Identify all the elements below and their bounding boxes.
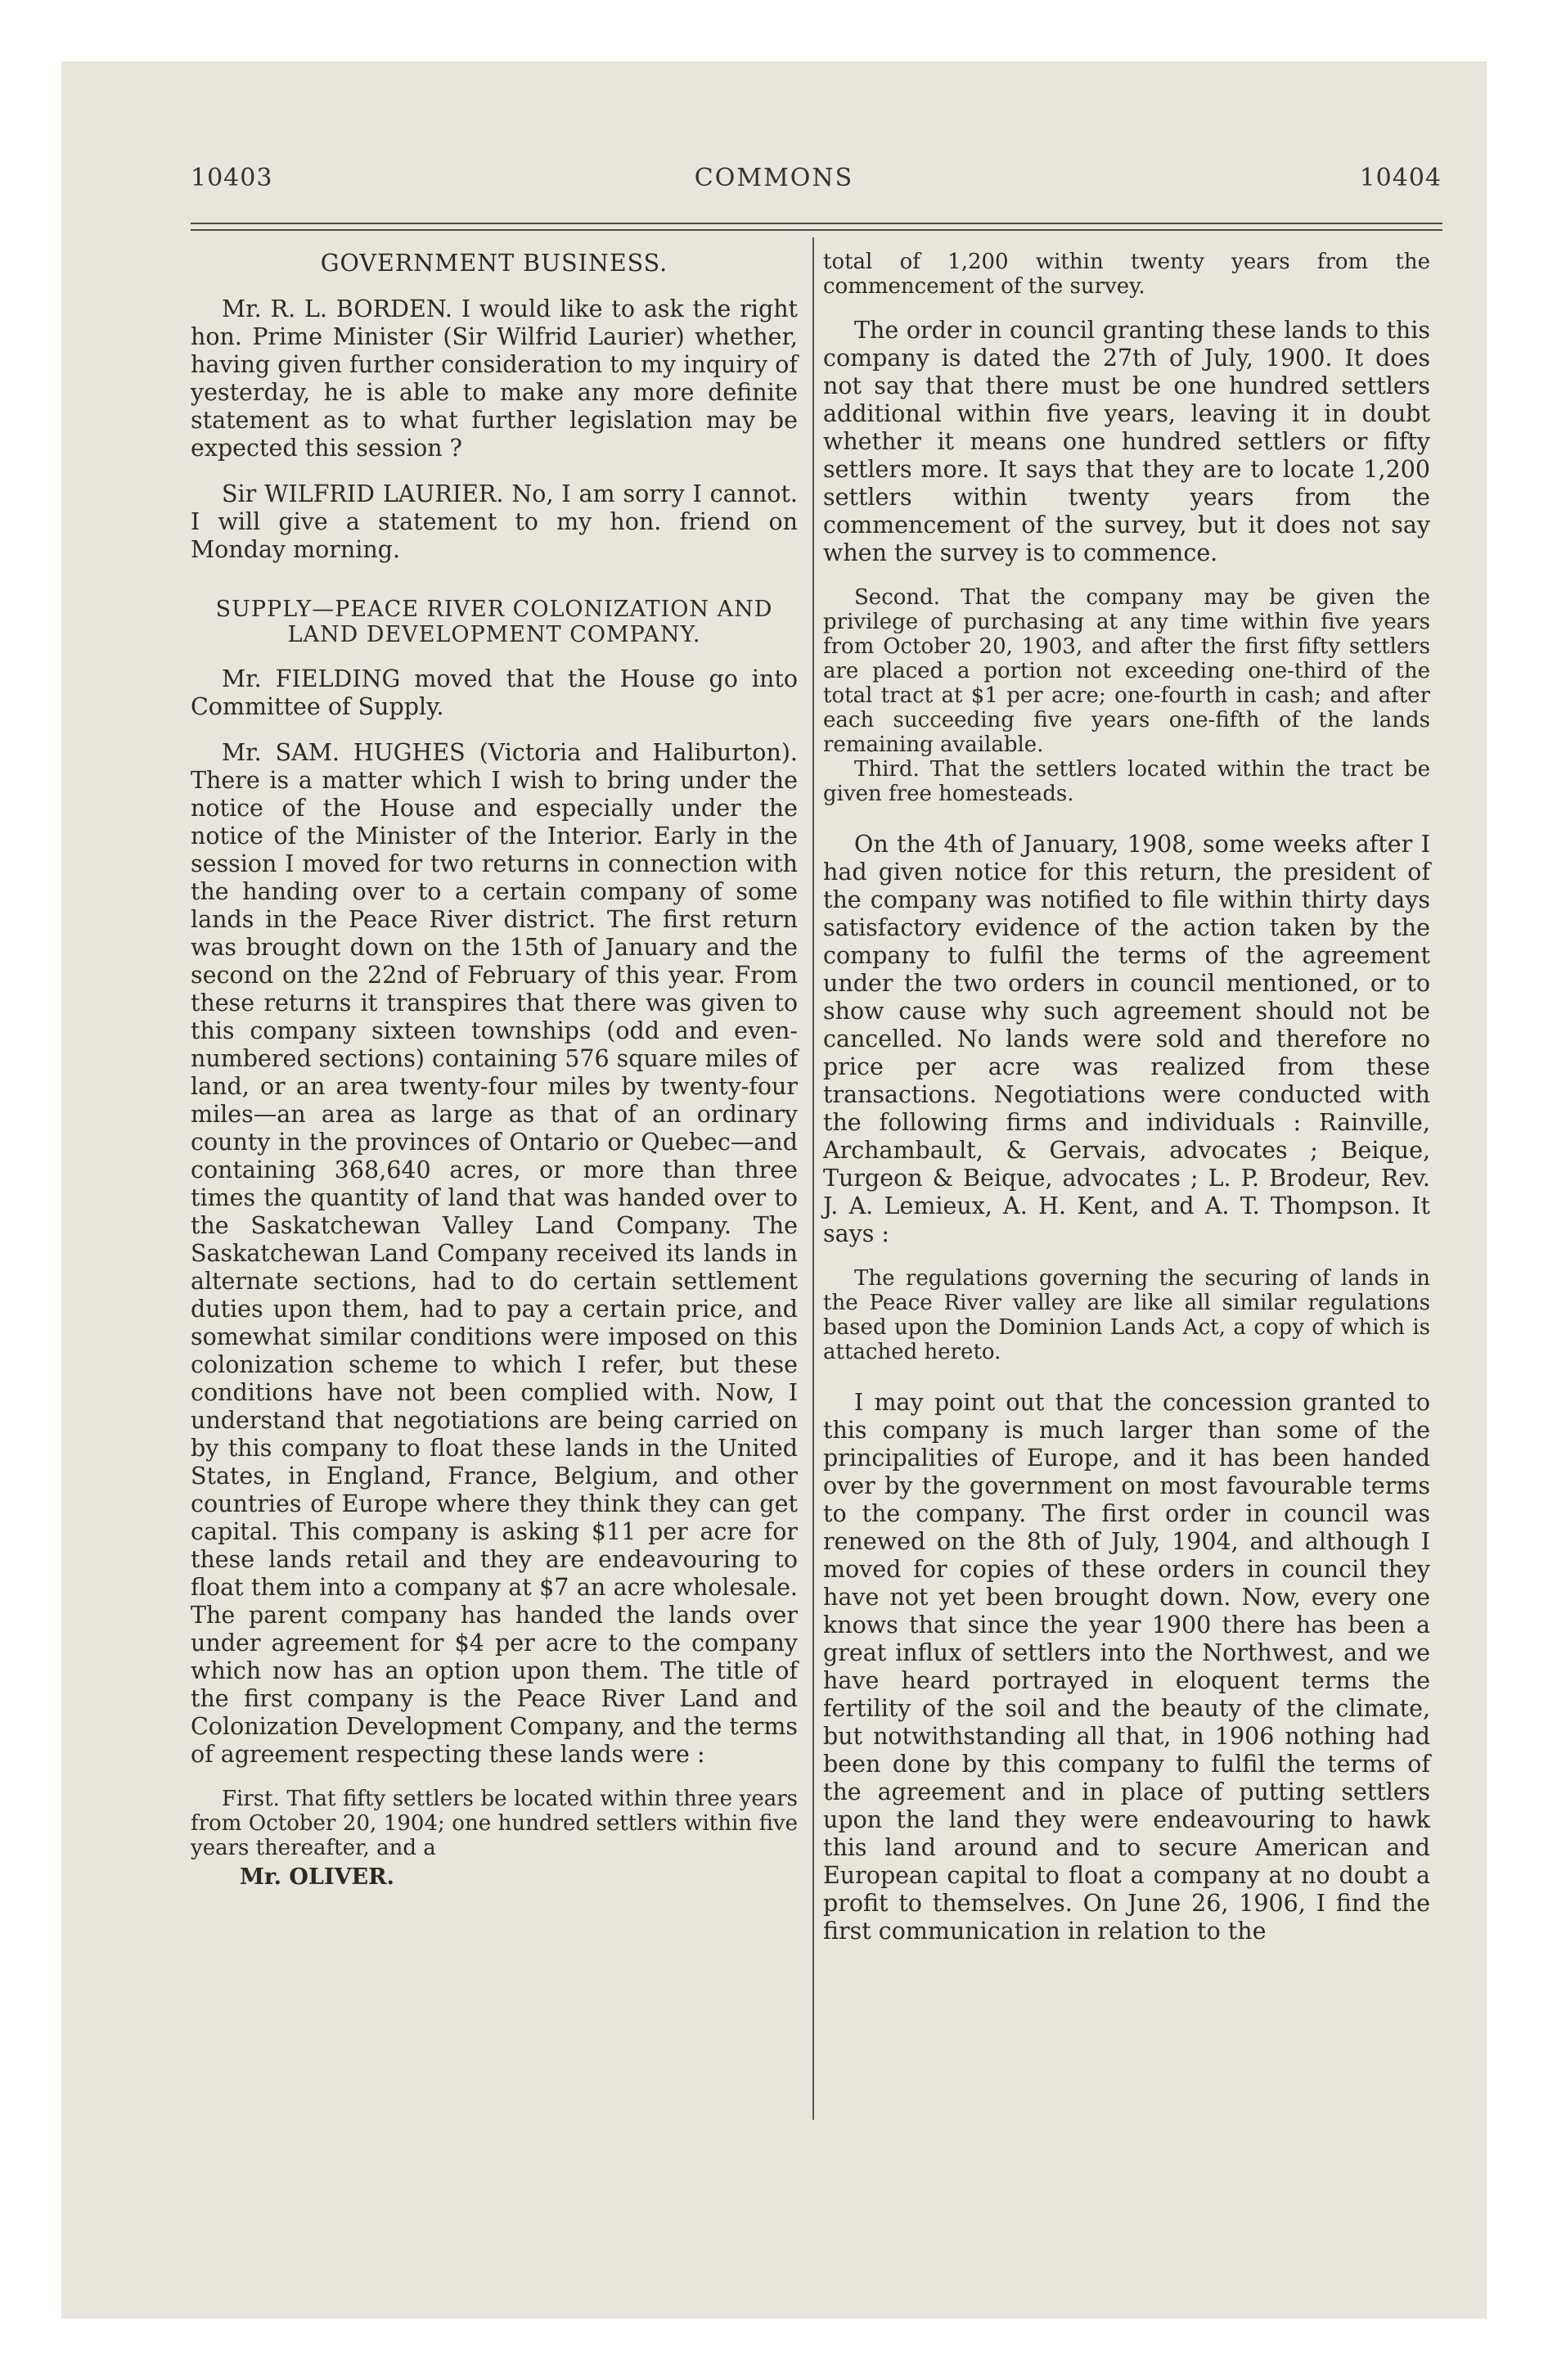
page-number-right: 10404 <box>1359 164 1442 192</box>
left-paragraph-3: Mr. FIELDING moved that the House go into Committee of Supply. <box>191 665 798 720</box>
left-paragraph-2: Sir WILFRID LAURIER. No, I am sorry I cannot. I will give a statement to my hon. friend on Monday morning. <box>191 480 798 563</box>
right-column <box>823 250 1430 1945</box>
right-paragraph-3: Second. That the company may be given the privilege of purchasing at any time within five years from October 20, 1903, and after the first fifty settlers are placed a portion not exceeding one-third of the total tract at $1 per acre; one-fourth in cash; and after each succeeding five years one-fifth of the lands remaining available. <box>823 585 1430 757</box>
government-business-heading: GOVERNMENT BUSINESS. <box>320 250 668 277</box>
column-separator <box>812 237 814 2120</box>
supply-heading: SUPPLY—PEACE RIVER COLONIZATION AND LAND DEVELOPMENT COMPANY. <box>215 597 773 647</box>
page-number-left: 10403 <box>191 164 273 192</box>
left-paragraph-1: Mr. R. L. BORDEN. I would like to ask the right hon. Prime Minister (Sir Wilfrid Laurier) whether, having given further consideration to my inquiry of yesterday, he is able to make any more definite statement as to what further legislation may be expected this session ? <box>191 295 798 462</box>
right-paragraph-4: Third. That the settlers located within the tract be given free homesteads. <box>823 757 1430 806</box>
footer-speaker: Mr. OLIVER. <box>240 1864 394 1890</box>
right-paragraph-1: total of 1,200 within twenty years from the commencement of the survey. <box>823 250 1430 299</box>
right-paragraph-7: I may point out that the concession granted to this company is much larger than some of the principalities of Europe, and it has been handed over by the government on most favourable terms to the company. The first order in council was renewed on the 8th of July, 1904, and although I moved for copies of these orders in council they have not yet been brought down. Now, every one knows that since the year 1900 there has been a great influx of settlers into the Northwest, and we have heard portrayed in eloquent terms the fertility of the soil and the beauty of the climate, but notwithstanding all that, in 1906 nothing had been done by this company to fulfil the terms of the agreement and in place of putting settlers upon the land they were endeavouring to hawk this land around and to secure American and European capital to float a company at no doubt a profit to themselves. On June 26, 1906, I find the first communication in relation to the <box>823 1389 1430 1945</box>
left-paragraph-4: Mr. SAM. HUGHES (Victoria and Haliburton). There is a matter which I wish to bring under the notice of the House and especially under the notice of the Minister of the Interior. Early in the session I moved for two returns in connection with the handing over to a certain company of some lands in the Peace River district. The first return was brought down on the 15th of January and the second on the 22nd of February of this year. From these returns it transpires that there was given to this company sixteen townships (odd and even-numbered sections) containing 576 square miles of land, or an area twenty-four miles by twenty-four miles—an area as large as that of an ordinary county in the provinces of Ontario or Quebec—and containing 368,640 acres, or more than three times the quantity of land that was handed over to the Saskatchewan Valley Land Company. The Saskatchewan Land Company received its lands in alternate sections, had to do certain settlement duties upon them, had to pay a certain price, and somewhat similar conditions were imposed on this colonization scheme to which I refer, but these conditions have not been complied with. Now, I understand that negotiations are being carried on by this company to float these lands in the United States, in England, France, Belgium, and other countries of Europe where they think they can get capital. This company is asking $11 per acre for these lands retail and they are endeavouring to float them into a company at $7 an acre wholesale. The parent company has handed the lands over under agreement for $4 per acre to the company which now has an option upon them. The title of the first company is the Peace River Land and Colonization Development Company, and the terms of agreement respecting these lands were : <box>191 739 798 1768</box>
right-paragraph-6: The regulations governing the securing of lands in the Peace River valley are like all similar regulations based upon the Dominion Lands Act, a copy of which is attached hereto. <box>823 1266 1430 1364</box>
page-title: COMMONS <box>694 164 854 192</box>
left-paragraph-5: First. That fifty settlers be located within three years from October 20, 1904; one hundred settlers within five years thereafter, and a <box>191 1787 798 1860</box>
left-column <box>191 250 798 1891</box>
header-rule-top <box>191 223 1442 224</box>
header-rule-bottom <box>191 229 1442 231</box>
right-paragraph-5: On the 4th of January, 1908, some weeks after I had given notice for this return, the president of the company was notified to file within thirty days satisfactory evidence of the action taken by the company to fulfil the terms of the agreement under the two orders in council mentioned, or to show cause why such agreement should not be cancelled. No lands were sold and therefore no price per acre was realized from these transactions. Negotiations were conducted with the following firms and individuals : Rainville, Archambault, & Gervais, advocates ; Beique, Turgeon & Beique, advocates ; L. P. Brodeur, Rev. J. A. Lemieux, A. H. Kent, and A. T. Thompson. It says : <box>823 831 1430 1247</box>
right-paragraph-2: The order in council granting these lands to this company is dated the 27th of July, 1900. It does not say that there must be one hundred settlers additional within five years, leaving it in doubt whether it means one hundred settlers or fifty settlers more. It says that they are to locate 1,200 settlers within twenty years from the commencement of the survey, but it does not say when the survey is to commence. <box>823 317 1430 566</box>
